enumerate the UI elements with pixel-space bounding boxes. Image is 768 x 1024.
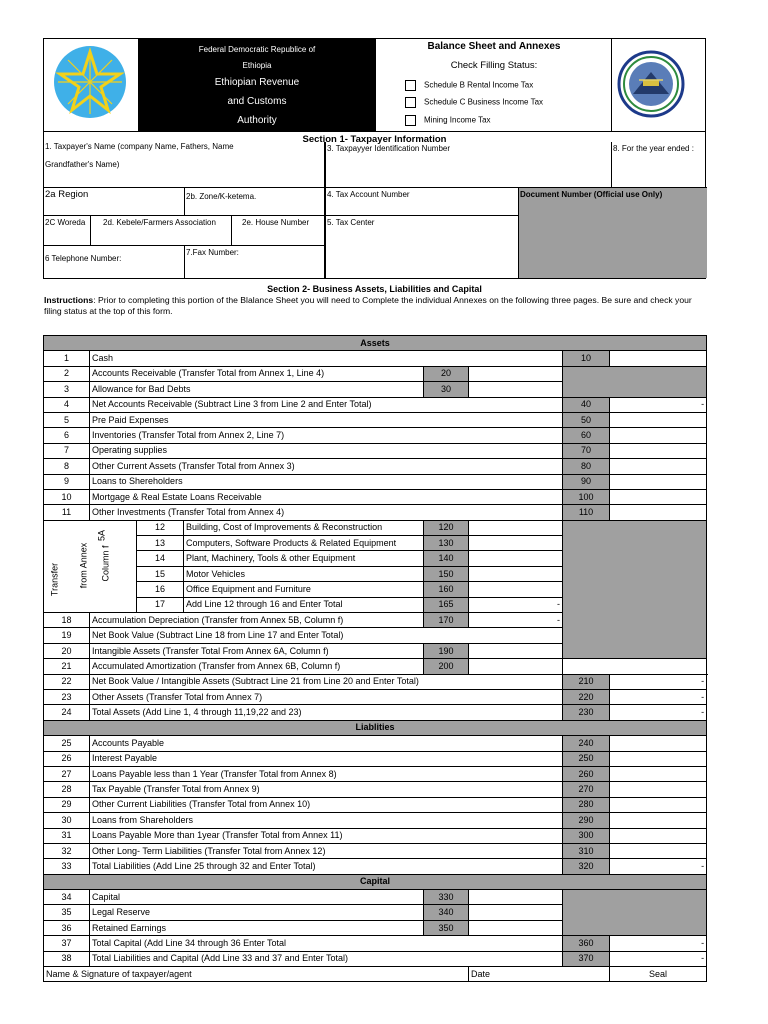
line-number: 36 xyxy=(44,920,90,935)
tax-account-field[interactable] xyxy=(325,188,519,216)
amount-cell[interactable] xyxy=(610,351,707,366)
line-number: 29 xyxy=(44,797,90,812)
amount-cell[interactable] xyxy=(469,366,563,381)
status-option-schedule-b[interactable] xyxy=(405,80,533,91)
line-number: 16 xyxy=(137,582,184,597)
table-row xyxy=(44,397,707,412)
table-row xyxy=(44,951,707,966)
line-number: 5 xyxy=(44,412,90,427)
balance-sheet-table xyxy=(43,335,707,982)
line-code: 20 xyxy=(424,366,469,381)
shaded-block xyxy=(563,520,707,659)
line-code: 370 xyxy=(563,951,610,966)
line-label: Retained Earnings xyxy=(90,920,424,935)
line-code: 310 xyxy=(563,843,610,858)
line-code: 250 xyxy=(563,751,610,766)
annex-5a-label: 5A xyxy=(96,529,107,541)
line-code: 50 xyxy=(563,412,610,427)
line-code: 130 xyxy=(424,536,469,551)
status-option-schedule-c[interactable] xyxy=(405,97,543,108)
column-f-label: Column f xyxy=(100,545,111,582)
table-row xyxy=(44,428,707,443)
line-number: 24 xyxy=(44,705,90,720)
amount-cell[interactable] xyxy=(469,551,563,566)
field-label: 2e. House Number xyxy=(242,218,310,227)
line-number: 13 xyxy=(137,536,184,551)
year-ended-field[interactable] xyxy=(612,142,707,188)
line-label: Accounts Receivable (Transfer Total from Annex 1, Line 4) xyxy=(90,366,424,381)
amount-cell[interactable] xyxy=(610,505,707,520)
house-number-field[interactable] xyxy=(232,216,325,246)
checkbox-schedule-c[interactable] xyxy=(405,97,416,108)
line-number: 10 xyxy=(44,489,90,504)
line-code: 270 xyxy=(563,782,610,797)
amount-cell[interactable] xyxy=(610,736,707,751)
option-label: Schedule C Business Income Tax xyxy=(424,97,544,107)
line-label: Operating supplies xyxy=(90,443,563,458)
fax-field[interactable] xyxy=(185,246,325,278)
field-label: 2b. Zone/K-ketema. xyxy=(186,192,257,201)
amount-cell[interactable]: - xyxy=(610,936,707,951)
field-label: 2a Region xyxy=(45,189,89,200)
amount-cell[interactable] xyxy=(469,382,563,397)
agency-line3: Authority xyxy=(237,115,277,126)
amount-cell[interactable] xyxy=(469,659,563,674)
line-number: 12 xyxy=(137,520,184,535)
capital-header: Capital xyxy=(44,874,707,889)
amount-cell[interactable]: - xyxy=(610,951,707,966)
line-code: 80 xyxy=(563,459,610,474)
line-code: 150 xyxy=(424,566,469,581)
date-field[interactable]: Date xyxy=(469,967,610,982)
amount-cell[interactable]: - xyxy=(610,705,707,720)
instructions-text: : Prior to completing this portion of the Blalance Sheet you will need to Complete the individual Annexes on the following three pages. Be sure and check your filing status at the top of this form. xyxy=(44,295,692,316)
line-code: 190 xyxy=(424,643,469,658)
transfer-annex-block xyxy=(44,520,137,612)
line-label: Computers, Software Products & Related Equipment xyxy=(184,536,424,551)
table-row xyxy=(44,674,707,689)
authority-seal-icon xyxy=(617,50,685,118)
line-code: 40 xyxy=(563,397,610,412)
table-row xyxy=(44,351,707,366)
line-label: Allowance for Bad Debts xyxy=(90,382,424,397)
amount-cell[interactable] xyxy=(610,782,707,797)
line-number: 30 xyxy=(44,813,90,828)
table-row xyxy=(44,443,707,458)
line-number: 18 xyxy=(44,613,90,628)
line-code: 330 xyxy=(424,890,469,905)
amount-cell[interactable] xyxy=(610,843,707,858)
table-row xyxy=(44,489,707,504)
amount-cell[interactable] xyxy=(610,813,707,828)
line-code: 140 xyxy=(424,551,469,566)
line-label: Net Book Value (Subtract Line 18 from Line 17 and Enter Total) xyxy=(90,628,563,643)
line-code: 30 xyxy=(424,382,469,397)
shaded-block xyxy=(563,890,707,936)
field-label: 7.Fax Number: xyxy=(186,248,239,257)
amount-cell[interactable] xyxy=(610,797,707,812)
field-label: Grandfather's Name) xyxy=(45,160,120,169)
line-number: 21 xyxy=(44,659,90,674)
line-code: 10 xyxy=(563,351,610,366)
seal-field[interactable]: Seal xyxy=(610,967,707,982)
assets-header: Assets xyxy=(44,336,707,351)
line-label: Other Current Assets (Transfer Total from Annex 3) xyxy=(90,459,563,474)
signature-field[interactable]: Name & Signature of taxpayer/agent xyxy=(44,967,469,982)
line-code: 300 xyxy=(563,828,610,843)
line-label: Net Accounts Receivable (Subtract Line 3 from Line 2 and Enter Total) xyxy=(90,397,563,412)
line-label: Office Equipment and Furniture xyxy=(184,582,424,597)
line-label: Building, Cost of Improvements & Reconstruction xyxy=(184,520,424,535)
divider-line xyxy=(611,38,612,132)
table-row xyxy=(44,782,707,797)
line-code: 260 xyxy=(563,766,610,781)
field-label: 8. For the year ended : xyxy=(613,144,694,153)
taxpayer-info-section xyxy=(43,132,706,279)
line-number: 22 xyxy=(44,674,90,689)
line-code: 350 xyxy=(424,920,469,935)
line-code: 165 xyxy=(424,597,469,612)
line-number: 14 xyxy=(137,551,184,566)
table-row xyxy=(44,689,707,704)
line-label: Motor Vehicles xyxy=(184,566,424,581)
amount-cell[interactable] xyxy=(469,643,563,658)
amount-cell[interactable]: - xyxy=(610,689,707,704)
shaded-block xyxy=(563,366,707,397)
document-number-field xyxy=(519,188,707,278)
line-number: 26 xyxy=(44,751,90,766)
amount-cell[interactable]: - xyxy=(469,613,563,628)
line-label: Intangible Assets (Transfer Total From Annex 6A, Column f) xyxy=(90,643,424,658)
line-code: 100 xyxy=(563,489,610,504)
line-number: 31 xyxy=(44,828,90,843)
line-label: Capital xyxy=(90,890,424,905)
line-code: 360 xyxy=(563,936,610,951)
amount-cell[interactable] xyxy=(610,428,707,443)
line-number: 9 xyxy=(44,474,90,489)
table-row xyxy=(44,474,707,489)
line-number: 28 xyxy=(44,782,90,797)
tax-center-field[interactable] xyxy=(325,216,519,278)
table-row xyxy=(44,659,707,674)
line-number: 6 xyxy=(44,428,90,443)
line-number: 17 xyxy=(137,597,184,612)
from-annex-label: from Annex xyxy=(78,542,89,588)
line-code: 120 xyxy=(424,520,469,535)
table-row xyxy=(44,412,707,427)
line-label: Total Assets (Add Line 1, 4 through 11,19,22 and 23) xyxy=(90,705,563,720)
line-label: Accumulation Depreciation (Transfer from Annex 5B, Column f) xyxy=(90,613,424,628)
liabilities-header-row xyxy=(44,720,707,735)
amount-cell[interactable] xyxy=(469,520,563,535)
table-row xyxy=(44,813,707,828)
liabilities-header: Liablities xyxy=(44,720,707,735)
line-label: Inventories (Transfer Total from Annex 2, Line 7) xyxy=(90,428,563,443)
table-row xyxy=(44,751,707,766)
line-code: 210 xyxy=(563,674,610,689)
line-label: Loans from Shareholders xyxy=(90,813,563,828)
line-number: 8 xyxy=(44,459,90,474)
line-number: 37 xyxy=(44,936,90,951)
woreda-field[interactable] xyxy=(44,216,91,246)
table-row xyxy=(44,859,707,874)
line-label: Other Current Liabilities (Transfer Total from Annex 10) xyxy=(90,797,563,812)
line-number: 23 xyxy=(44,689,90,704)
gov-line2: Ethiopia xyxy=(242,61,272,70)
amount-cell[interactable] xyxy=(610,412,707,427)
line-code: 70 xyxy=(563,443,610,458)
amount-cell[interactable] xyxy=(469,890,563,905)
assets-header-row xyxy=(44,336,707,351)
line-code: 160 xyxy=(424,582,469,597)
field-label: 5. Tax Center xyxy=(327,218,375,227)
table-row xyxy=(44,505,707,520)
line-number: 7 xyxy=(44,443,90,458)
line-number: 20 xyxy=(44,643,90,658)
instructions-label: Instructions xyxy=(44,295,94,305)
line-number: 11 xyxy=(44,505,90,520)
line-number: 33 xyxy=(44,859,90,874)
instructions xyxy=(44,295,704,317)
line-label: Total Capital (Add Line 34 through 36 Enter Total xyxy=(90,936,563,951)
amount-cell[interactable] xyxy=(610,443,707,458)
line-label: Other Assets (Transfer Total from Annex 7) xyxy=(90,689,563,704)
line-number: 32 xyxy=(44,843,90,858)
line-number: 15 xyxy=(137,566,184,581)
line-label: Add Line 12 through 16 and Enter Total xyxy=(184,597,424,612)
table-row xyxy=(44,843,707,858)
table-row xyxy=(44,705,707,720)
amount-cell[interactable]: - xyxy=(610,397,707,412)
line-number: 38 xyxy=(44,951,90,966)
line-label: Net Book Value / Intangible Assets (Subtract Line 21 from Line 20 and Enter Total) xyxy=(90,674,563,689)
tin-field[interactable] xyxy=(325,142,612,188)
table-row xyxy=(44,459,707,474)
telephone-field[interactable] xyxy=(44,246,185,278)
line-label: Cash xyxy=(90,351,563,366)
line-label: Legal Reserve xyxy=(90,905,424,920)
taxpayer-name-field[interactable] xyxy=(44,142,325,188)
amount-cell[interactable]: - xyxy=(610,674,707,689)
amount-cell[interactable] xyxy=(610,828,707,843)
amount-cell[interactable] xyxy=(610,751,707,766)
amount-cell[interactable]: - xyxy=(469,597,563,612)
line-label: Total Liabilities (Add Line 25 through 32 and Enter Total) xyxy=(90,859,563,874)
table-row xyxy=(44,736,707,751)
agency-line2: and Customs xyxy=(227,96,287,107)
checkbox-mining[interactable] xyxy=(405,115,416,126)
amount-cell[interactable] xyxy=(610,766,707,781)
line-label: Accumulated Amortization (Transfer from Annex 6B, Column f) xyxy=(90,659,424,674)
line-code: 320 xyxy=(563,859,610,874)
line-code: 200 xyxy=(424,659,469,674)
amount-cell[interactable] xyxy=(610,459,707,474)
line-code: 90 xyxy=(563,474,610,489)
line-number: 19 xyxy=(44,628,90,643)
table-row xyxy=(44,366,707,381)
ethiopia-emblem xyxy=(52,44,128,120)
line-label: Plant, Machinery, Tools & other Equipment xyxy=(184,551,424,566)
line-label: Loans Payable More than 1year (Transfer Total from Annex 11) xyxy=(90,828,563,843)
option-label: Schedule B Rental Income Tax xyxy=(424,80,534,90)
line-code: 230 xyxy=(563,705,610,720)
check-status-label: Check Filling Status: xyxy=(450,60,538,71)
line-label: Interest Payable xyxy=(90,751,563,766)
option-label: Mining Income Tax xyxy=(424,115,491,125)
line-label: Pre Paid Expenses xyxy=(90,412,563,427)
line-label: Tax Payable (Transfer Total from Annex 9) xyxy=(90,782,563,797)
transfer-label: Transfer xyxy=(49,562,60,596)
line-label: Other Long- Term Liabilities (Transfer Total from Annex 12) xyxy=(90,843,563,858)
table-row xyxy=(44,766,707,781)
amount-cell[interactable] xyxy=(610,489,707,504)
amount-cell[interactable] xyxy=(469,905,563,920)
line-code: 110 xyxy=(563,505,610,520)
line-code: 220 xyxy=(563,689,610,704)
line-label: Mortgage & Real Estate Loans Receivable xyxy=(90,489,563,504)
section1-title: Section 1- Taxpayer Information xyxy=(302,134,447,145)
line-code: 170 xyxy=(424,613,469,628)
section2-title: Section 2- Business Assets, Liabilities and Capital xyxy=(267,284,482,294)
table-row xyxy=(44,520,707,535)
line-code: 60 xyxy=(563,428,610,443)
table-row xyxy=(44,797,707,812)
line-number: 25 xyxy=(44,736,90,751)
line-code: 240 xyxy=(563,736,610,751)
amount-cell[interactable] xyxy=(469,582,563,597)
line-label: Accounts Payable xyxy=(90,736,563,751)
table-row xyxy=(44,890,707,905)
agency-block xyxy=(138,38,376,132)
field-label: Document Number (Official use Only) xyxy=(520,190,663,199)
table-row xyxy=(44,936,707,951)
line-number: 3 xyxy=(44,382,90,397)
table-row xyxy=(44,828,707,843)
line-label: Loans to Shereholders xyxy=(90,474,563,489)
amount-cell[interactable] xyxy=(610,474,707,489)
amount-cell[interactable] xyxy=(469,566,563,581)
status-option-mining[interactable] xyxy=(405,115,491,126)
amount-cell[interactable] xyxy=(469,536,563,551)
kebele-field[interactable] xyxy=(91,216,232,246)
line-label: Total Liabilities and Capital (Add Line 33 and 37 and Enter Total) xyxy=(90,951,563,966)
region-field[interactable] xyxy=(44,188,185,216)
field-label: 6 Telephone Number: xyxy=(45,254,122,263)
field-label: 2C Woreda xyxy=(45,218,86,227)
line-code: 280 xyxy=(563,797,610,812)
amount-cell[interactable]: - xyxy=(610,859,707,874)
field-label: 3. Taxpayyer Identification Number xyxy=(327,144,451,153)
line-number: 2 xyxy=(44,366,90,381)
line-code: 340 xyxy=(424,905,469,920)
line-label: Other Investments (Transfer Total from Annex 4) xyxy=(90,505,563,520)
line-code: 290 xyxy=(563,813,610,828)
amount-cell[interactable] xyxy=(469,920,563,935)
line-number: 34 xyxy=(44,890,90,905)
field-label: 4. Tax Account Number xyxy=(327,190,410,199)
agency-line1: Ethiopian Revenue xyxy=(214,77,300,88)
line-number: 27 xyxy=(44,766,90,781)
checkbox-schedule-b[interactable] xyxy=(405,80,416,91)
signature-row xyxy=(44,967,707,982)
line-number: 1 xyxy=(44,351,90,366)
capital-header-row xyxy=(44,874,707,889)
field-label: 1. Taxpayer's Name (company Name, Fathers, Name xyxy=(45,142,234,151)
field-label: 2d. Kebele/Farmers Association xyxy=(103,218,216,227)
line-number: 35 xyxy=(44,905,90,920)
zone-field[interactable] xyxy=(185,188,325,216)
gov-line1: Federal Democratic Republice of xyxy=(198,45,316,54)
line-label: Loans Payable less than 1 Year (Transfer Total from Annex 8) xyxy=(90,766,563,781)
form-title: Balance Sheet and Annexes xyxy=(427,41,561,52)
line-number: 4 xyxy=(44,397,90,412)
